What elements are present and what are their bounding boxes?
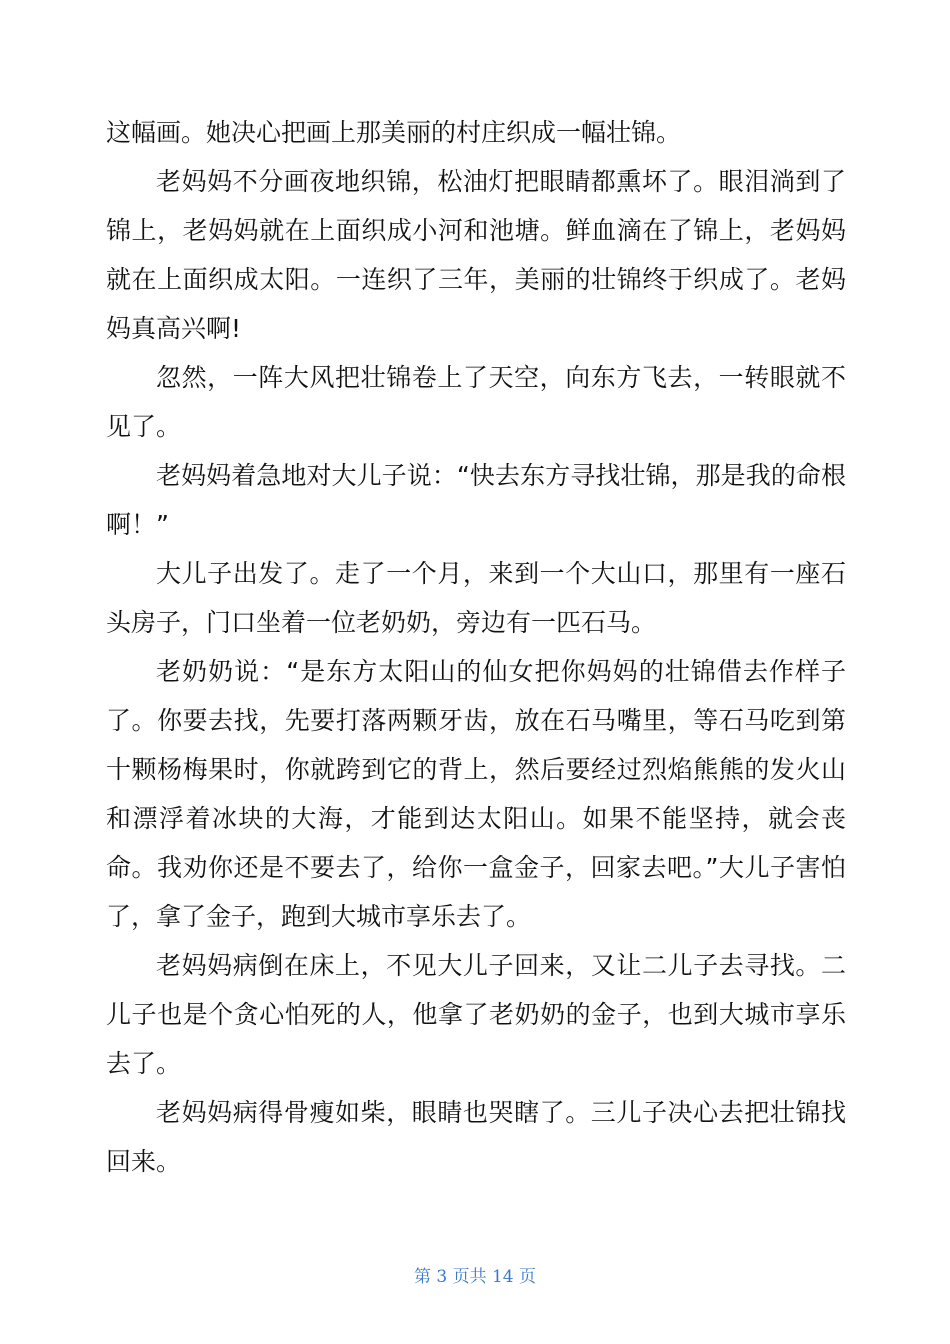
paragraph: 老妈妈不分画夜地织锦，松油灯把眼睛都熏坏了。眼泪淌到了锦上，老妈妈就在上面织成小河和池塘。鲜血滴在了锦上，老妈妈就在上面织成太阳。一连织了三年，美丽的壮锦终于织成了。老妈妈真高兴啊! [106,167,846,343]
paragraph: 老妈妈着急地对大儿子说：“快去东方寻找壮锦，那是我的命根啊！” [106,461,846,539]
paragraph: 忽然，一阵大风把壮锦卷上了天空，向东方飞去，一转眼就不见了。 [106,363,846,441]
page-number-footer: 第 3 页共 14 页 [413,1267,537,1287]
paragraph: 大儿子出发了。走了一个月，来到一个大山口，那里有一座石头房子，门口坐着一位老奶奶，旁边有一匹石马。 [106,559,846,637]
paragraph: 老奶奶说：“是东方太阳山的仙女把你妈妈的壮锦借去作样子了。你要去找，先要打落两颗牙齿，放在石马嘴里，等石马吃到第十颗杨梅果时，你就跨到它的背上，然后要经过烈焰熊熊的发火山和漂浮着冰块的大海，才能到达太阳山。如果不能坚持，就会丧命。我劝你还是不要去了，给你一盒金子，回家去吧。”大儿子害怕了，拿了金子，跑到大城市享乐去了。 [106,657,846,931]
body-text [106,108,846,1186]
paragraph: 老妈妈病倒在床上，不见大儿子回来，又让二儿子去寻找。二儿子也是个贪心怕死的人，他拿了老奶奶的金子，也到大城市享乐去了。 [106,951,846,1078]
paragraph: 老妈妈病得骨瘦如柴，眼睛也哭瞎了。三儿子决心去把壮锦找回来。 [106,1098,846,1176]
paragraph-continuation: 这幅画。她决心把画上那美丽的村庄织成一幅壮锦。 [106,118,682,147]
